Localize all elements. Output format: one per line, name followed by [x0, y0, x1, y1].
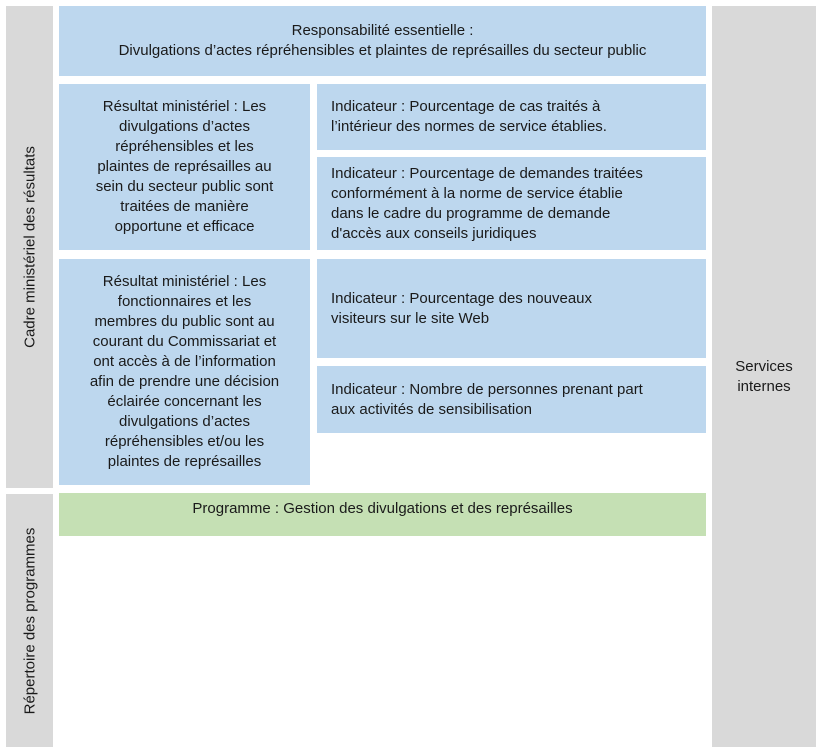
resultat-ministeriel-2-text: Résultat ministériel : Les fonctionnaires et les membres du public sont au courant du Commissariat et ont accès à de l’information afin de prendre une décision éclairée concernant les divulgations d’actes répréhensibles et/ou les plaintes de représailles: [89, 273, 280, 470]
resultat-ministeriel-2: [59, 259, 310, 485]
programme-text: Programme : Gestion des divulgations et des représailles: [192, 500, 573, 517]
indicateur-3-text: Indicateur : Pourcentage des nouveaux visiteurs sur le site Web: [331, 289, 593, 327]
cadre-ministeriel-panel: [6, 6, 53, 488]
repertoire-programmes-panel: [6, 494, 53, 747]
indicateur-2: [317, 157, 706, 250]
indicateur-1-text: Indicateur : Pourcentage de cas traités à l’intérieur des normes de service établies.: [331, 98, 607, 135]
responsabilite-title: Responsabilité essentielle :: [291, 22, 474, 39]
indicateur-2-text: Indicateur : Pourcentage de demandes traitées conformément à la norme de service établie dans le cadre du programme de demande d'accès aux conseils juridiques: [331, 164, 643, 242]
indicateur-4-text: Indicateur : Nombre de personnes prenant part aux activités de sensibilisation: [331, 380, 643, 418]
indicateur-3: [317, 259, 706, 358]
services-internes-label: Services internes: [735, 357, 793, 395]
indicateur-4: [317, 366, 706, 433]
indicateur-1: [317, 84, 706, 150]
programme-box: [59, 493, 706, 536]
resultat-ministeriel-1: [59, 84, 310, 250]
responsabilite-subtitle: Divulgations d’actes répréhensibles et plaintes de représailles du secteur public: [118, 42, 647, 59]
services-internes-panel: [712, 6, 816, 747]
responsabilite-essentielle-box: [59, 6, 706, 76]
cadre-ministeriel-label: Cadre ministériel des résultats: [21, 146, 38, 348]
resultat-ministeriel-1-text: Résultat ministériel : Les divulgations d’actes répréhensibles et les plaintes de représailles au sein du secteur public sont traitées de manière opportune et efficace: [95, 98, 274, 235]
repertoire-programmes-label: Répertoire des programmes: [21, 527, 38, 714]
